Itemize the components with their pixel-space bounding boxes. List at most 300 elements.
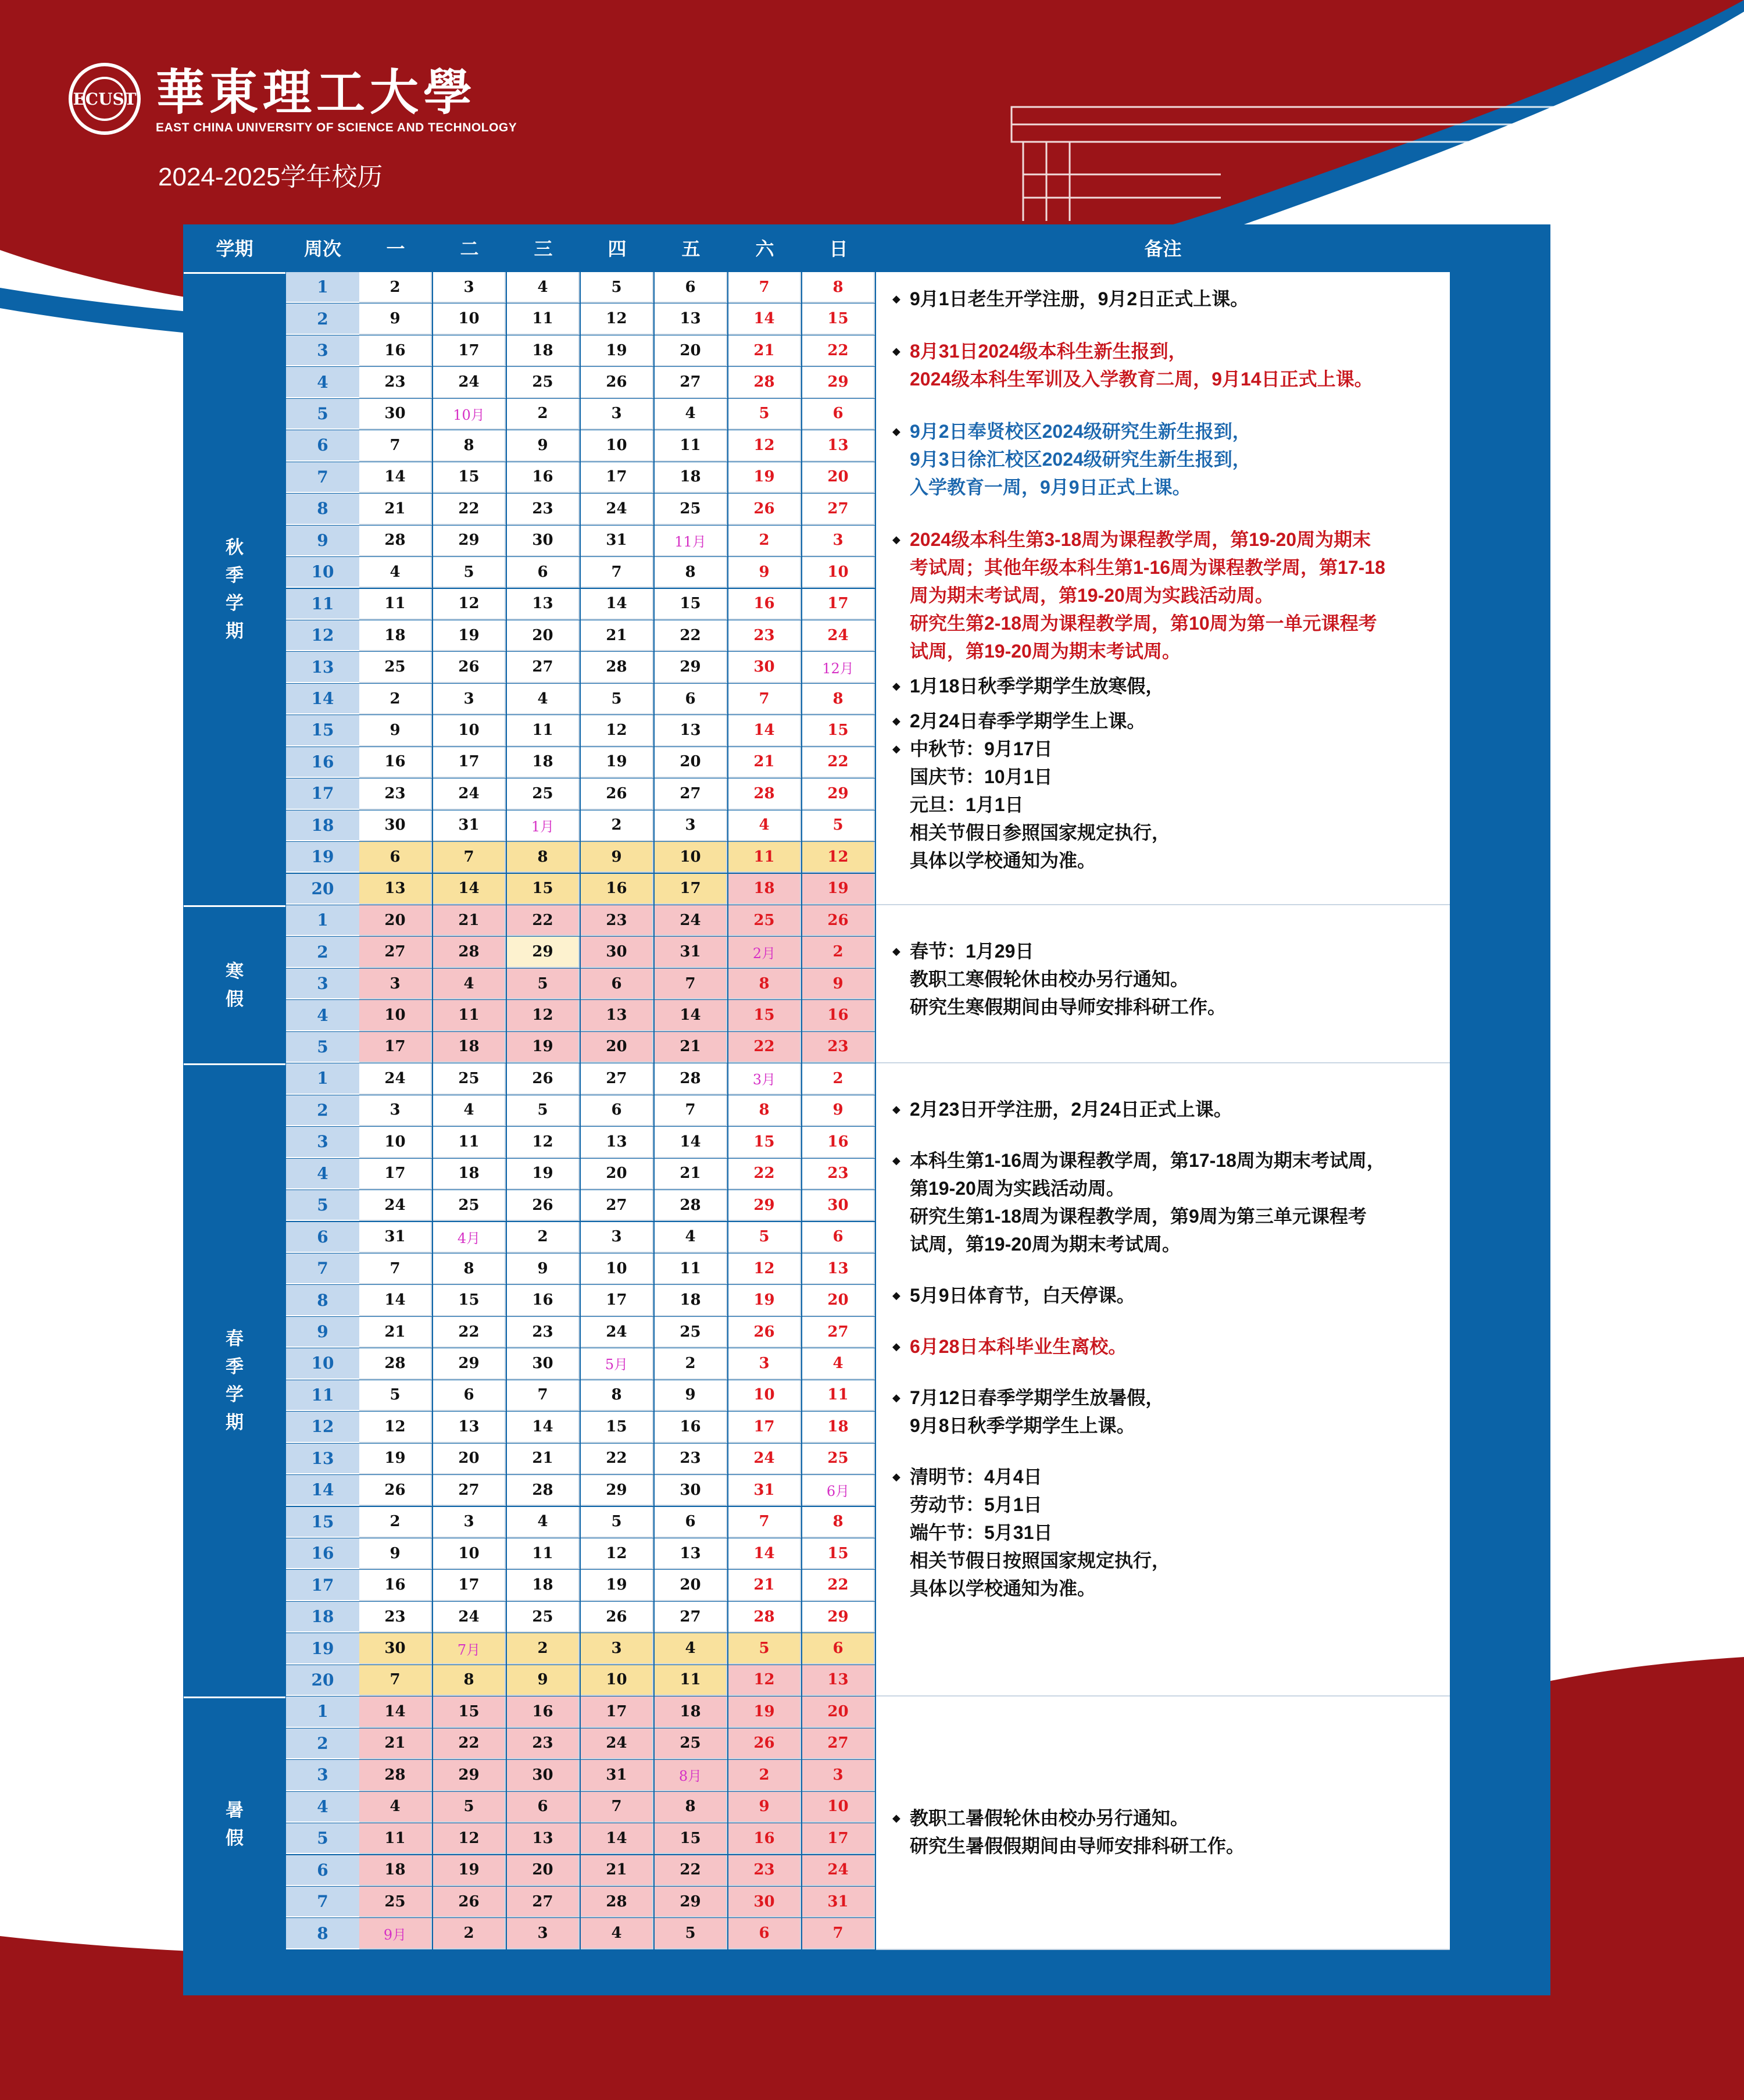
- day-cell: 21: [359, 494, 432, 524]
- day-cell: 22: [433, 494, 506, 524]
- university-name-en: EAST CHINA UNIVERSITY OF SCIENCE AND TECHNOLOGY: [156, 121, 517, 134]
- day-cell: 15: [728, 1000, 801, 1031]
- day-cell: 20: [581, 1032, 653, 1063]
- day-cell: 10: [359, 1127, 432, 1158]
- day-cell: 20: [655, 747, 727, 778]
- day-cell: 13: [581, 1000, 653, 1031]
- day-cell: 4: [433, 969, 506, 999]
- day-cell: 12: [507, 1127, 580, 1158]
- day-cell: 15: [433, 1697, 506, 1727]
- day-cell: 21: [581, 1855, 653, 1886]
- week-number: 17: [286, 1570, 359, 1601]
- day-cell: 9: [655, 1380, 727, 1411]
- week-number: 8: [286, 1285, 359, 1316]
- day-cell: 16: [507, 1285, 580, 1316]
- day-cell: 8: [802, 684, 875, 715]
- note-item: [888, 1463, 1438, 1602]
- day-cell: 13: [433, 1412, 506, 1442]
- day-cell: 20: [433, 1444, 506, 1474]
- day-cell: 11: [655, 1253, 727, 1284]
- day-cell: 8: [802, 1507, 875, 1538]
- day-cell: 18: [507, 747, 580, 778]
- day-cell: 21: [359, 1317, 432, 1348]
- day-cell: 13: [359, 874, 432, 905]
- day-cell: 29: [655, 1887, 727, 1917]
- day-cell: 17: [802, 1823, 875, 1854]
- day-cell: 29: [433, 1348, 506, 1379]
- day-cell: 15: [802, 303, 875, 334]
- week-number: 19: [286, 842, 359, 873]
- term-char: 假: [226, 988, 244, 1009]
- term-char: 学: [226, 593, 244, 613]
- day-cell: 23: [802, 1159, 875, 1190]
- day-cell: 23: [802, 1032, 875, 1063]
- notes-section: [876, 905, 1450, 1063]
- day-cell: 12: [433, 589, 506, 620]
- day-cell: 2: [655, 1348, 727, 1379]
- week-number: 12: [286, 620, 359, 651]
- day-cell: 7: [655, 969, 727, 999]
- day-cell: 1月: [507, 810, 580, 841]
- week-number: 2: [286, 1728, 359, 1759]
- bullet-icon: ◆: [892, 426, 900, 437]
- week-number: 18: [286, 810, 359, 841]
- header-fri: 五: [681, 238, 701, 259]
- note-line: 试周，第19-20周为期末考试周。: [910, 1234, 1181, 1255]
- day-cell: 16: [802, 1127, 875, 1158]
- day-cell: 21: [728, 335, 801, 366]
- note-line: 相关节假日参照国家规定执行，: [910, 822, 1171, 843]
- note-line: 2月23日开学注册，2月24日正式上课。: [910, 1099, 1232, 1120]
- bullet-icon: ◆: [892, 345, 900, 357]
- day-cell: 20: [655, 1570, 727, 1601]
- day-cell: 24: [433, 1602, 506, 1633]
- week-number: 11: [286, 1380, 359, 1411]
- day-cell: 10: [728, 1380, 801, 1411]
- note-line: 2月24日春季学期学生上课。: [910, 710, 1146, 731]
- day-cell: 4: [655, 399, 727, 430]
- day-cell: 25: [433, 1063, 506, 1094]
- university-name-cn: 華東理工大學: [156, 63, 477, 121]
- header-week: 周次: [303, 238, 341, 259]
- note-line: 本科生第1-16周为课程教学周，第17-18周为期末考试周，: [910, 1150, 1385, 1172]
- day-cell: 4: [655, 1222, 727, 1253]
- seal-monogram: ECUST: [83, 77, 127, 121]
- day-cell: 17: [433, 1570, 506, 1601]
- note-line: 研究生第1-18周为课程教学周，第9周为第三单元课程考: [910, 1206, 1367, 1227]
- day-cell: 30: [507, 1348, 580, 1379]
- day-cell: 12: [728, 1665, 801, 1696]
- day-cell: 12: [507, 1000, 580, 1031]
- day-cell: 11: [433, 1127, 506, 1158]
- day-cell: 4: [655, 1633, 727, 1664]
- day-cell: 21: [581, 620, 653, 651]
- week-number: 1: [286, 905, 359, 936]
- day-cell: 15: [655, 1823, 727, 1854]
- day-cell: 24: [581, 1728, 653, 1759]
- day-cell: 7: [728, 1507, 801, 1538]
- day-cell: 20: [507, 620, 580, 651]
- day-cell: 26: [581, 367, 653, 398]
- day-cell: 28: [359, 526, 432, 556]
- note-line: 5月9日体育节，白天停课。: [910, 1285, 1135, 1306]
- day-cell: 10: [433, 303, 506, 334]
- week-number: 3: [286, 969, 359, 999]
- day-cell: 18: [433, 1159, 506, 1190]
- day-cell: 24: [802, 1855, 875, 1886]
- day-cell: 16: [359, 1570, 432, 1601]
- day-cell: 24: [728, 1444, 801, 1474]
- day-cell: 21: [728, 747, 801, 778]
- day-cell: 7: [507, 1380, 580, 1411]
- day-cell: 28: [433, 937, 506, 967]
- day-cell: 31: [581, 1760, 653, 1791]
- day-cell: 27: [802, 1317, 875, 1348]
- day-cell: 14: [728, 1538, 801, 1569]
- day-cell: 5: [655, 1918, 727, 1949]
- day-cell: 18: [802, 1412, 875, 1442]
- day-cell: 14: [581, 589, 653, 620]
- week-number: 3: [286, 1127, 359, 1158]
- day-cell: 22: [507, 905, 580, 936]
- week-number: 15: [286, 1507, 359, 1538]
- day-cell: 8: [728, 969, 801, 999]
- note-item: [888, 1384, 1438, 1440]
- week-number: 10: [286, 557, 359, 588]
- day-cell: 20: [802, 1285, 875, 1316]
- day-cell: 22: [802, 335, 875, 366]
- day-cell: 6: [655, 272, 727, 303]
- day-cell: 19: [581, 1570, 653, 1601]
- day-cell: 30: [507, 526, 580, 556]
- day-cell: 13: [655, 715, 727, 746]
- day-cell: 5: [728, 399, 801, 430]
- day-cell: 24: [433, 778, 506, 809]
- note-item: [888, 1281, 1438, 1309]
- day-cell: 17: [359, 1159, 432, 1190]
- header-term: 学期: [216, 238, 253, 259]
- header-wed: 三: [534, 238, 553, 259]
- week-number: 11: [286, 589, 359, 620]
- day-cell: 11: [359, 1823, 432, 1854]
- day-cell: 13: [802, 1253, 875, 1284]
- day-cell: 6: [655, 1507, 727, 1538]
- week-number: 1: [286, 1697, 359, 1727]
- day-cell: 18: [655, 462, 727, 493]
- note-item: [888, 417, 1438, 501]
- week-number: 19: [286, 1633, 359, 1664]
- day-cell: 29: [802, 778, 875, 809]
- day-cell: 8: [655, 1792, 727, 1823]
- day-cell: 10: [655, 842, 727, 873]
- day-cell: 11: [359, 589, 432, 620]
- day-cell: 22: [655, 620, 727, 651]
- week-number: 15: [286, 715, 359, 746]
- day-cell: 30: [359, 1633, 432, 1664]
- day-cell: 9: [359, 715, 432, 746]
- day-cell: 28: [359, 1760, 432, 1791]
- day-cell: 20: [802, 1697, 875, 1727]
- day-cell: 15: [728, 1127, 801, 1158]
- day-cell: 27: [802, 1728, 875, 1759]
- day-cell: 29: [728, 1190, 801, 1221]
- day-cell: 19: [433, 620, 506, 651]
- day-cell: 16: [581, 874, 653, 905]
- day-cell: 30: [581, 937, 653, 967]
- note-line: 2024级本科生第3-18周为课程教学周，第19-20周为期末: [910, 529, 1371, 550]
- note-line: 周为期末考试周，第19-20周为实践活动周。: [910, 585, 1274, 606]
- day-cell: 30: [728, 1887, 801, 1917]
- day-cell: 6月: [802, 1475, 875, 1506]
- day-cell: 11: [433, 1000, 506, 1031]
- day-cell: 19: [728, 1285, 801, 1316]
- day-cell: 11: [507, 303, 580, 334]
- day-cell: 19: [802, 874, 875, 905]
- day-cell: 26: [433, 1887, 506, 1917]
- day-cell: 18: [507, 1570, 580, 1601]
- day-cell: 18: [359, 620, 432, 651]
- notes-section: [876, 272, 1450, 905]
- day-cell: 26: [359, 1475, 432, 1506]
- note-line: 研究生暑假假期间由导师安排科研工作。: [910, 1835, 1245, 1857]
- day-cell: 7: [433, 842, 506, 873]
- day-cell: 22: [802, 1570, 875, 1601]
- day-cell: 3: [581, 1222, 653, 1253]
- note-line: 9月1日老生开学注册，9月2日正式上课。: [910, 288, 1249, 309]
- day-cell: 9: [802, 969, 875, 999]
- day-cell: 2: [359, 272, 432, 303]
- day-cell: 29: [581, 1475, 653, 1506]
- day-cell: 2: [359, 1507, 432, 1538]
- day-cell: 11: [507, 715, 580, 746]
- day-cell: 4: [433, 1095, 506, 1126]
- note-line: 8月31日2024级本科生新生报到，: [910, 341, 1187, 362]
- day-cell: 16: [655, 1412, 727, 1442]
- day-cell: 18: [728, 874, 801, 905]
- week-number: 8: [286, 1918, 359, 1949]
- day-cell: 3: [802, 1760, 875, 1791]
- day-cell: 14: [507, 1412, 580, 1442]
- day-cell: 25: [728, 905, 801, 936]
- week-number: 5: [286, 1032, 359, 1063]
- day-cell: 16: [728, 1823, 801, 1854]
- term-char: 期: [226, 621, 244, 641]
- day-cell: 8: [655, 557, 727, 588]
- day-cell: 11: [655, 1665, 727, 1696]
- day-cell: 13: [802, 430, 875, 461]
- day-cell: 2: [507, 1633, 580, 1664]
- day-cell: 17: [802, 589, 875, 620]
- day-cell: 24: [581, 494, 653, 524]
- day-cell: 25: [507, 367, 580, 398]
- term-label: [184, 905, 285, 1063]
- week-number: 1: [286, 1063, 359, 1094]
- day-cell: 27: [507, 1887, 580, 1917]
- day-cell: 28: [581, 1887, 653, 1917]
- day-cell: 19: [581, 747, 653, 778]
- day-cell: 18: [433, 1032, 506, 1063]
- header-mon: 一: [386, 238, 405, 259]
- day-cell: 3: [581, 1633, 653, 1664]
- day-cell: 14: [581, 1823, 653, 1854]
- day-cell: 19: [433, 1855, 506, 1886]
- day-cell: 10: [581, 1665, 653, 1696]
- note-line: 试周，第19-20周为期末考试周。: [910, 641, 1181, 662]
- day-cell: 14: [655, 1000, 727, 1031]
- day-cell: 27: [802, 494, 875, 524]
- day-cell: 31: [581, 526, 653, 556]
- note-line: 考试周；其他年级本科生第1-16周为课程教学周，第17-18: [910, 557, 1385, 578]
- week-number: 20: [286, 1665, 359, 1696]
- day-cell: 19: [728, 462, 801, 493]
- day-cell: 22: [802, 747, 875, 778]
- week-number: 6: [286, 1855, 359, 1886]
- week-number: 4: [286, 1159, 359, 1190]
- day-cell: 5: [507, 1095, 580, 1126]
- day-cell: 15: [433, 1285, 506, 1316]
- day-cell: 7月: [433, 1633, 506, 1664]
- day-cell: 4: [728, 810, 801, 841]
- note-item: [888, 526, 1438, 665]
- week-number: 4: [286, 1792, 359, 1823]
- day-cell: 28: [507, 1475, 580, 1506]
- week-number: 14: [286, 1475, 359, 1506]
- day-cell: 13: [655, 303, 727, 334]
- week-number: 16: [286, 1538, 359, 1569]
- week-number: 4: [286, 1000, 359, 1031]
- day-cell: 16: [359, 335, 432, 366]
- day-cell: 9: [359, 303, 432, 334]
- day-cell: 17: [655, 874, 727, 905]
- day-cell: 2: [802, 1063, 875, 1094]
- note-line: 春节：1月29日: [910, 941, 1034, 962]
- day-cell: 25: [507, 778, 580, 809]
- day-cell: 11: [728, 842, 801, 873]
- day-cell: 23: [507, 1728, 580, 1759]
- bullet-icon: ◆: [892, 1103, 900, 1116]
- day-cell: 5: [507, 969, 580, 999]
- day-cell: 15: [655, 589, 727, 620]
- day-cell: 3: [433, 1507, 506, 1538]
- day-cell: 14: [655, 1127, 727, 1158]
- note-line: 教职工暑假轮休由校办另行通知。: [910, 1808, 1189, 1829]
- day-cell: 13: [802, 1665, 875, 1696]
- day-cell: 5月: [581, 1348, 653, 1379]
- day-cell: 3月: [728, 1063, 801, 1094]
- week-number: 12: [286, 1412, 359, 1442]
- note-item: [888, 672, 1438, 700]
- day-cell: 2: [359, 684, 432, 715]
- day-cell: 2: [507, 1222, 580, 1253]
- day-cell: 5: [581, 684, 653, 715]
- day-cell: 6: [728, 1918, 801, 1949]
- day-cell: 23: [581, 905, 653, 936]
- day-cell: 17: [433, 335, 506, 366]
- day-cell: 30: [359, 399, 432, 430]
- day-cell: 23: [507, 1317, 580, 1348]
- day-cell: 27: [581, 1063, 653, 1094]
- day-cell: 22: [433, 1317, 506, 1348]
- week-number: 16: [286, 747, 359, 778]
- day-cell: 28: [655, 1063, 727, 1094]
- day-cell: 19: [581, 335, 653, 366]
- day-cell: 11: [802, 1380, 875, 1411]
- day-cell: 14: [359, 1697, 432, 1727]
- day-cell: 2: [728, 1760, 801, 1791]
- day-cell: 10: [359, 1000, 432, 1031]
- day-cell: 25: [507, 1602, 580, 1633]
- day-cell: 8: [433, 1253, 506, 1284]
- day-cell: 22: [655, 1855, 727, 1886]
- term-label: [184, 272, 285, 905]
- day-cell: 4月: [433, 1222, 506, 1253]
- day-cell: 10: [581, 1253, 653, 1284]
- day-cell: 21: [359, 1728, 432, 1759]
- day-cell: 10: [433, 1538, 506, 1569]
- note-line: 入学教育一周，9月9日正式上课。: [910, 477, 1191, 498]
- day-cell: 9月: [359, 1918, 432, 1949]
- day-cell: 26: [507, 1190, 580, 1221]
- day-cell: 7: [728, 684, 801, 715]
- note-line: 9月8日秋季学期学生上课。: [910, 1415, 1135, 1437]
- day-cell: 12: [581, 715, 653, 746]
- day-cell: 31: [433, 810, 506, 841]
- header-sun: 日: [829, 238, 848, 259]
- day-cell: 31: [728, 1475, 801, 1506]
- bullet-icon: ◆: [892, 1812, 900, 1824]
- day-cell: 17: [359, 1032, 432, 1063]
- day-cell: 23: [728, 620, 801, 651]
- day-cell: 26: [728, 1728, 801, 1759]
- week-number: 9: [286, 526, 359, 556]
- week-number: 13: [286, 1444, 359, 1474]
- day-cell: 4: [359, 557, 432, 588]
- day-cell: 6: [433, 1380, 506, 1411]
- day-cell: 3: [728, 1348, 801, 1379]
- week-number: 2: [286, 1095, 359, 1126]
- bullet-icon: ◆: [892, 1290, 900, 1302]
- term-char: 季: [226, 1356, 244, 1377]
- day-cell: 30: [802, 1190, 875, 1221]
- day-cell: 21: [433, 905, 506, 936]
- day-cell: 22: [433, 1728, 506, 1759]
- note-line: 研究生寒假期间由导师安排科研工作。: [910, 997, 1227, 1017]
- day-cell: 20: [581, 1159, 653, 1190]
- day-cell: 9: [802, 1095, 875, 1126]
- week-number: 2: [286, 937, 359, 967]
- week-number: 3: [286, 335, 359, 366]
- note-item: [888, 285, 1438, 313]
- term-char: 寒: [226, 960, 244, 981]
- day-cell: 20: [655, 335, 727, 366]
- week-number: 5: [286, 399, 359, 430]
- day-cell: 9: [507, 1665, 580, 1696]
- day-cell: 31: [359, 1222, 432, 1253]
- term-char: 秋: [226, 537, 244, 558]
- note-line: 9月3日徐汇校区2024级研究生新生报到，: [910, 449, 1251, 470]
- note-line: 教职工寒假轮休由校办另行通知。: [910, 969, 1189, 990]
- bullet-icon: ◆: [892, 1471, 900, 1483]
- day-cell: 7: [359, 1253, 432, 1284]
- bullet-icon: ◆: [892, 1392, 900, 1404]
- day-cell: 25: [655, 494, 727, 524]
- note-item: [888, 1147, 1438, 1258]
- day-cell: 2: [581, 810, 653, 841]
- term-label: [184, 1063, 285, 1697]
- week-number: 3: [286, 1760, 359, 1791]
- day-cell: 3: [507, 1918, 580, 1949]
- day-cell: 27: [507, 652, 580, 683]
